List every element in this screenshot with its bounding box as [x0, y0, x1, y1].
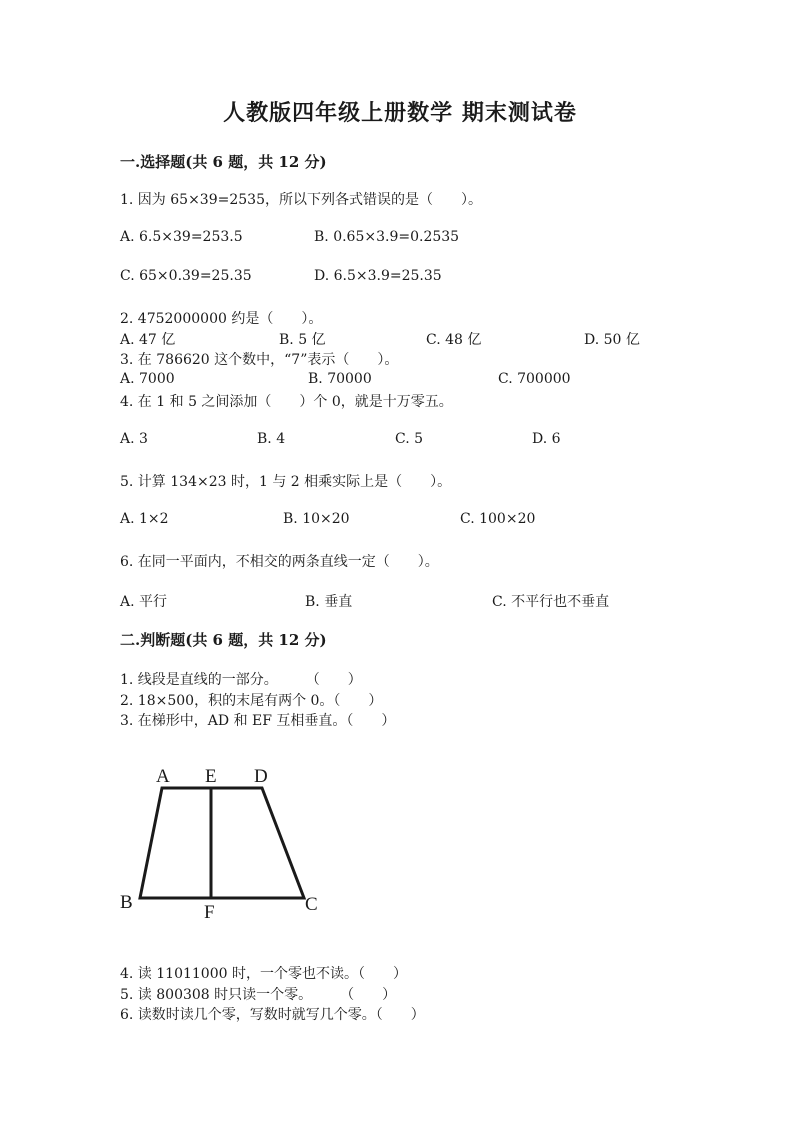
judgment-6: 6. 读数时读几个零，写数时就写几个零。（ ）: [120, 1007, 425, 1023]
option-1b: B. 0.65×3.9=0.2535: [314, 229, 460, 245]
trapezoid-figure: [118, 760, 338, 920]
option-5a: A. 1×2: [120, 511, 169, 527]
section-heading-choice: 一.选择题(共 6 题，共 12 分): [120, 153, 327, 171]
option-6b: B. 垂直: [305, 594, 353, 610]
question-5: 5. 计算 134×23 时，1 与 2 相乘实际上是（ ）。: [120, 474, 452, 490]
option-6a: A. 平行: [120, 594, 168, 610]
option-2d: D. 50 亿: [584, 332, 640, 348]
judgment-4: 4. 读 11011000 时，一个零也不读。（ ）: [120, 966, 407, 982]
judgment-5: 5. 读 800308 时只读一个零。 （ ）: [120, 987, 397, 1003]
section-heading-judgment: 二.判断题(共 6 题，共 12 分): [120, 631, 327, 649]
judgment-3: 3. 在梯形中，AD 和 EF 互相垂直。（ ）: [120, 713, 396, 729]
option-2b: B. 5 亿: [279, 332, 326, 348]
label-e: E: [205, 766, 217, 787]
option-4b: B. 4: [257, 431, 286, 447]
option-5c: C. 100×20: [460, 511, 536, 527]
option-4c: C. 5: [395, 431, 424, 447]
question-6: 6. 在同一平面内，不相交的两条直线一定（ ）。: [120, 554, 439, 570]
option-3b: B. 70000: [308, 371, 372, 387]
label-b: B: [120, 892, 133, 913]
option-1c: C. 65×0.39=25.35: [120, 268, 252, 284]
option-5b: B. 10×20: [283, 511, 350, 527]
page-title: 人教版四年级上册数学 期末测试卷: [223, 100, 577, 126]
label-c: C: [305, 894, 318, 915]
option-6c: C. 不平行也不垂直: [492, 594, 610, 610]
label-d: D: [254, 766, 268, 787]
option-4d: D. 6: [532, 431, 561, 447]
question-2: 2. 4752000000 约是（ ）。: [120, 311, 323, 327]
question-3: 3. 在 786620 这个数中，“7”表示（ ）。: [120, 352, 399, 368]
label-a: A: [156, 766, 170, 787]
option-3a: A. 7000: [120, 371, 175, 387]
option-2c: C. 48 亿: [426, 332, 482, 348]
judgment-1: 1. 线段是直线的一部分。 （ ）: [120, 672, 362, 688]
option-1d: D. 6.5×3.9=25.35: [314, 268, 442, 284]
option-1a: A. 6.5×39=253.5: [120, 229, 243, 245]
question-4: 4. 在 1 和 5 之间添加（ ）个 0，就是十万零五。: [120, 394, 453, 410]
trapezoid-abcd: [140, 788, 304, 898]
judgment-2: 2. 18×500，积的末尾有两个 0。（ ）: [120, 693, 383, 709]
option-2a: A. 47 亿: [120, 332, 176, 348]
label-f: F: [204, 902, 215, 920]
option-3c: C. 700000: [498, 371, 571, 387]
question-1: 1. 因为 65×39=2535，所以下列各式错误的是（ ）。: [120, 192, 482, 208]
option-4a: A. 3: [120, 431, 148, 447]
